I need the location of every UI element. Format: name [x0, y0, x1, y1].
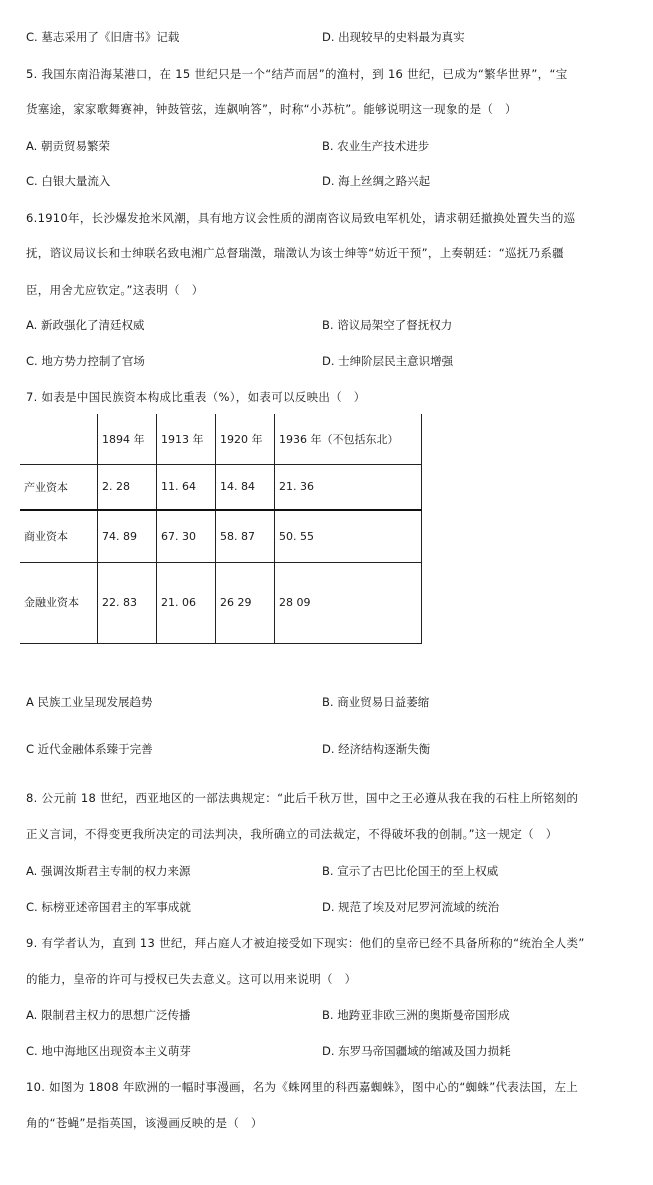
- option-d-q7: D. 经济结构逐渐失衡: [322, 742, 431, 756]
- option-c-q7: C 近代金融体系臻于完善: [26, 742, 153, 756]
- option-c-q8: C. 标榜亚述帝国君主的军事成就: [26, 900, 191, 914]
- table-cell: 21. 06: [157, 562, 216, 643]
- option-a-q7: A 民族工业呈现发展趋势: [26, 695, 153, 709]
- table-header-cell: 1913 年: [157, 414, 216, 464]
- option-b-q5: B. 农业生产技术进步: [322, 139, 430, 153]
- table-cell: 21. 36: [275, 464, 422, 510]
- question-6-line-2: 抚，谘议局议长和士绅联名致电湘广总督瑞澂，瑞澂认为该士绅等“妨近干预”，上奏朝廷：“巡抚乃系疆: [26, 246, 564, 260]
- option-b-q9: B. 地跨亚非欧三洲的奥斯曼帝国形成: [322, 1008, 510, 1022]
- table-cell: 22. 83: [98, 562, 157, 643]
- table-header-cell: 1920 年: [216, 414, 275, 464]
- table-header-row: [20, 414, 422, 464]
- question-5-line-1: 5. 我国东南沿海某港口，在 15 世纪只是一个“结芦而居”的渔村，到 16 世纪，已成为“繁华世界”，“宝: [26, 67, 568, 81]
- table-cell: 74. 89: [98, 510, 157, 562]
- option-d-q9: D. 东罗马帝国疆域的缩减及国力损耗: [322, 1044, 511, 1058]
- table-cell: 产业资本: [20, 464, 98, 510]
- option-d-q4: D. 出现较早的史料最为真实: [322, 30, 465, 44]
- table-row: [20, 562, 422, 643]
- capital-composition-table: [20, 414, 422, 644]
- table-cell: 58. 87: [216, 510, 275, 562]
- question-7-line-1: 7. 如表是中国民族资本构成比重表（%），如表可以反映出（ ）: [26, 390, 366, 404]
- option-c-q4: C. 墓志采用了《旧唐书》记载: [26, 30, 180, 44]
- table-cell: 2. 28: [98, 464, 157, 510]
- option-a-q6: A. 新政强化了清廷权威: [26, 318, 145, 332]
- question-10-line-1: 10. 如图为 1808 年欧洲的一幅时事漫画，名为《蛛网里的科西嘉蜘蛛》，图中心的“蜘蛛”代表法国，左上: [26, 1080, 579, 1094]
- question-9-line-2: 的能力，皇帝的许可与授权已失去意义。这可以用来说明（ ）: [26, 972, 357, 986]
- table-cell: 11. 64: [157, 464, 216, 510]
- option-d-q6: D. 士绅阶层民主意识增强: [322, 354, 454, 368]
- question-8-line-2: 正义言词，不得变更我所决定的司法判决，我所确立的司法裁定，不得破坏我的创制。”这一规定（ ）: [26, 827, 558, 841]
- table-cell: 金融业资本: [20, 562, 98, 643]
- table-cell: 26 29: [216, 562, 275, 643]
- option-c-q5: C. 白银大量流入: [26, 174, 111, 188]
- table-header-cell: [20, 414, 98, 464]
- option-a-q9: A. 限制君主权力的思想广泛传播: [26, 1008, 191, 1022]
- option-d-q8: D. 规范了埃及对尼罗河流域的统治: [322, 900, 500, 914]
- option-c-q9: C. 地中海地区出现资本主义萌芽: [26, 1044, 191, 1058]
- table-header-cell: 1936 年（不包括东北）: [275, 414, 422, 464]
- option-c-q6: C. 地方势力控制了官场: [26, 354, 145, 368]
- option-a-q8: A. 强调汝斯君主专制的权力来源: [26, 864, 191, 878]
- table-header-cell: 1894 年: [98, 414, 157, 464]
- table-cell: 67. 30: [157, 510, 216, 562]
- table-cell: 50. 55: [275, 510, 422, 562]
- table-row: [20, 464, 422, 510]
- option-b-q8: B. 宣示了古巴比伦国王的至上权威: [322, 864, 499, 878]
- table-cell: 14. 84: [216, 464, 275, 510]
- option-a-q5: A. 朝贡贸易繁荣: [26, 139, 110, 153]
- question-6-line-3: 臣，用舍尤应钦定。”这表明（ ）: [26, 283, 204, 297]
- table-cell: 28 09: [275, 562, 422, 643]
- question-6-line-1: 6.1910年，长沙爆发抢米风潮，具有地方议会性质的湖南咨议局致电军机处，请求朝廷撤换处置失当的巡: [26, 211, 576, 225]
- option-d-q5: D. 海上丝绸之路兴起: [322, 174, 431, 188]
- question-10-line-2: 角的“苍蝇”是指英国，该漫画反映的是（ ）: [26, 1116, 263, 1130]
- question-8-line-1: 8. 公元前 18 世纪，西亚地区的一部法典规定：“此后千秋万世，国中之王必遵从我在我的石柱上所铭刻的: [26, 791, 579, 805]
- question-9-line-1: 9. 有学者认为，直到 13 世纪，拜占庭人才被迫接受如下现实：他们的皇帝已经不具备所称的“统治全人类”: [26, 936, 585, 950]
- table-cell: 商业资本: [20, 510, 98, 562]
- question-5-line-2: 货塞途，家家歌舞赛神，钟鼓管弦，连飙响答”，时称“小苏杭”。能够说明这一现象的是（ ）: [26, 102, 517, 116]
- option-b-q6: B. 谘议局架空了督抚权力: [322, 318, 453, 332]
- option-b-q7: B. 商业贸易日益萎缩: [322, 695, 430, 709]
- table-row: [20, 510, 422, 562]
